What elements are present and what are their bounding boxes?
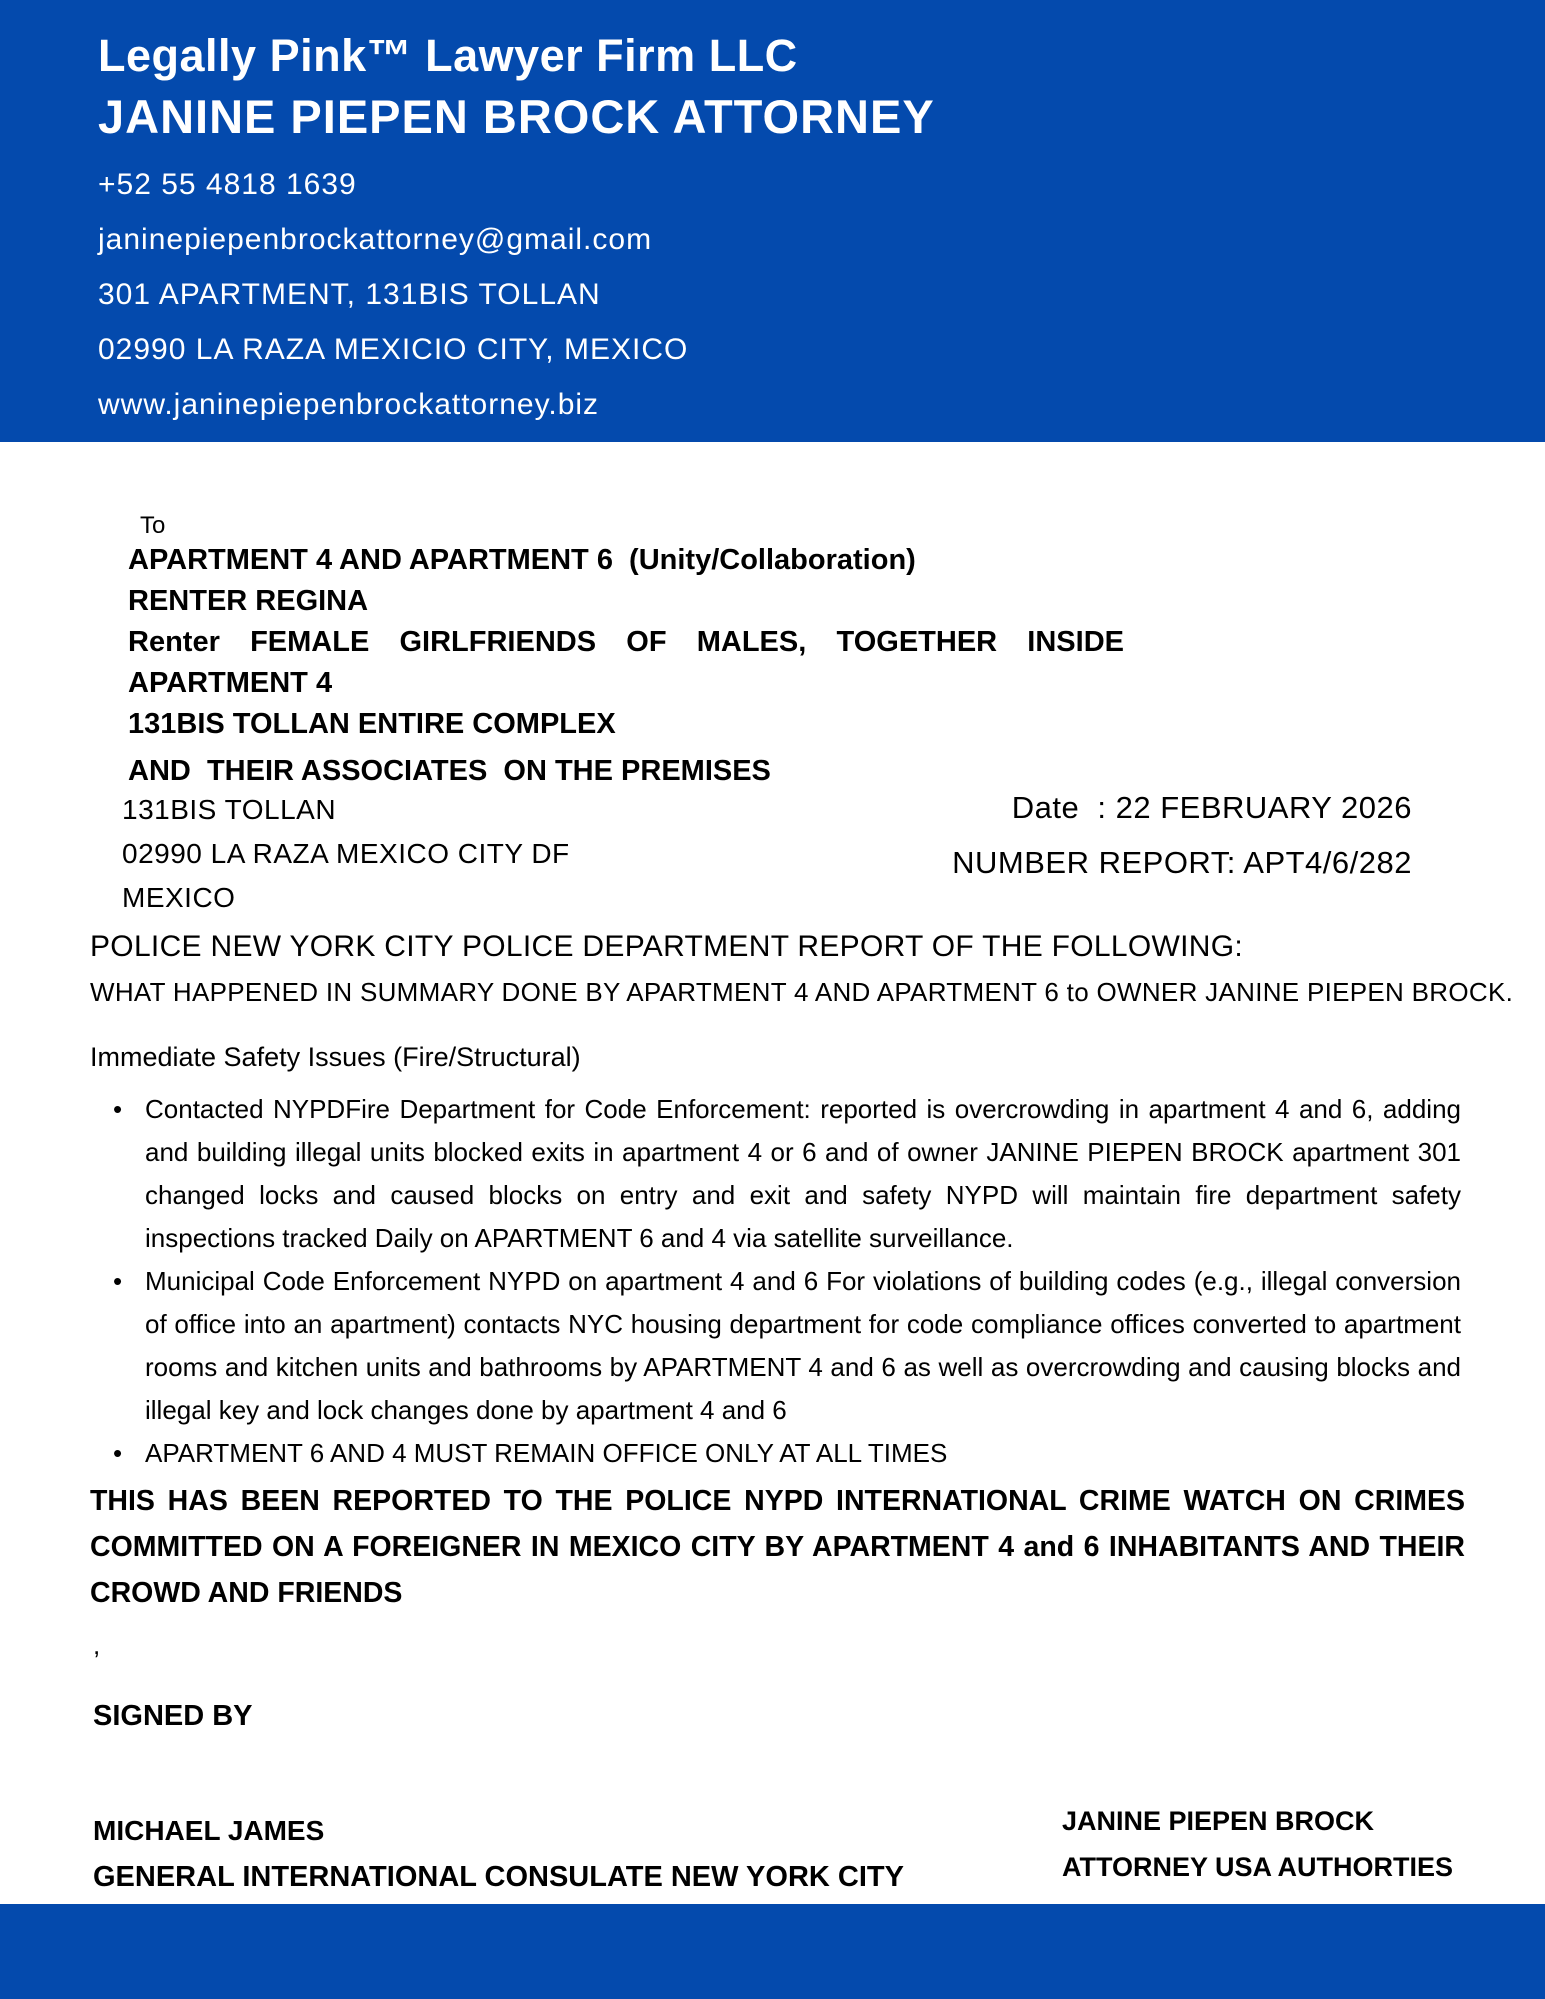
signer-title: GENERAL INTERNATIONAL CONSULATE NEW YORK CITY [93,1861,904,1893]
recipient-line-2: RENTER REGINA [128,585,369,617]
recipient-line-5: 131BIS TOLLAN ENTIRE COMPLEX [128,708,616,740]
signer-name: MICHAEL JAMES [93,1815,325,1846]
stray-comma: , [93,1630,101,1660]
bullet-icon: • [113,1266,123,1296]
report-meta [952,780,1412,890]
footer-bar [0,1904,1545,1999]
signer-title: ATTORNEY USA AUTHORTIES [1062,1852,1454,1882]
phone-number: +52 55 4818 1639 [98,168,357,201]
list-item [113,1088,1461,1260]
signer-name: JANINE PIEPEN BROCK [1062,1806,1375,1836]
property-address-line-2: 02990 LA RAZA MEXICO CITY DF [122,838,570,869]
signed-by-label: SIGNED BY [93,1700,253,1732]
recipient-line-6: AND THEIR ASSOCIATES ON THE PREMISES [128,755,771,787]
report-date: Date : 22 FEBRUARY 2026 [1011,790,1412,825]
property-address-line-1: 131BIS TOLLAN [122,794,337,825]
bullet-list [113,1088,1461,1475]
report-intro-line-1: POLICE NEW YORK CITY POLICE DEPARTMENT REPORT OF THE FOLLOWING: [90,930,1244,963]
bullet-icon: • [113,1438,123,1468]
property-address [122,788,570,920]
recipient-block [128,540,1124,792]
email-address: janinepiepenbrockattorney@gmail.com [98,223,653,256]
report-statement: THIS HAS BEEN REPORTED TO THE POLICE NYPD INTERNATIONAL CRIME WATCH ON CRIMES COMMITTED ON A FOREIGNER IN MEXICO CITY BY APARTMENT 4 and 6 INHABITANTS AND THEIR CROWD AND FRIENDS [90,1485,1465,1609]
list-item [113,1432,1461,1475]
address-line-1: 301 APARTMENT, 131BIS TOLLAN [98,278,601,311]
signature-left [93,1808,904,1900]
to-prefix: To [140,512,166,539]
signature-right [1062,1798,1453,1890]
bullet-text: APARTMENT 6 AND 4 MUST REMAIN OFFICE ONLY AT ALL TIMES [145,1438,948,1468]
bullet-icon: • [113,1094,123,1124]
bullet-text: Contacted NYPDFire Department for Code Enforcement: reported is overcrowding in apartment 4 and 6, adding and building illegal units blocked exits in apartment 4 or 6 and of owner JANINE PIEPEN BROCK apartment 301 changed locks and caused blocks on entry and exit and safety NYPD will maintain fire department safety inspections tracked Daily on APARTMENT 6 and 4 via satellite surveillance. [145,1094,1461,1253]
recipient-line-3: Renter FEMALE GIRLFRIENDS OF MALES, TOGETHER INSIDE [128,626,1124,658]
section-title: Immediate Safety Issues (Fire/Structural) [90,1042,581,1072]
property-address-line-3: MEXICO [122,882,236,913]
letterhead [0,0,1545,442]
firm-name: Legally Pink™ Lawyer Firm LLC [98,30,798,81]
address-line-2: 02990 LA RAZA MEXICIO CITY, MEXICO [98,333,689,366]
report-intro-line-2: WHAT HAPPENED IN SUMMARY DONE BY APARTMENT 4 AND APARTMENT 6 to OWNER JANINE PIEPEN BROCK. [90,977,1514,1007]
attorney-name: JANINE PIEPEN BROCK ATTORNEY [98,90,935,143]
recipient-line-4: APARTMENT 4 [128,667,333,699]
report-number: NUMBER REPORT: APT4/6/282 [952,845,1412,880]
recipient-line-1: APARTMENT 4 AND APARTMENT 6 (Unity/Collaboration) [128,544,916,576]
bullet-text: Municipal Code Enforcement NYPD on apartment 4 and 6 For violations of building codes (e.g., illegal conversion of office into an apartment) contacts NYC housing department for code compliance offices converted to apartment rooms and kitchen units and bathrooms by APARTMENT 4 and 6 as well as overcrowding and causing blocks and illegal key and lock changes done by apartment 4 and 6 [145,1266,1461,1425]
website-url: www.janinepiepenbrockattorney.biz [98,388,600,421]
list-item [113,1260,1461,1432]
